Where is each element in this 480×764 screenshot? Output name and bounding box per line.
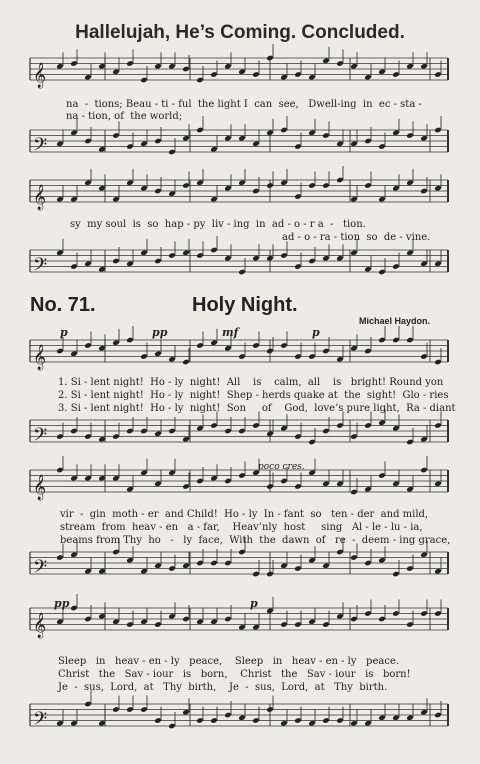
- verse-1-line-2: vir - gin moth - er and Child! Ho - ly In - fant so ten - der and mild,: [60, 509, 429, 520]
- svg-text:𝄢: 𝄢: [33, 557, 48, 582]
- dynamic-p: p: [60, 326, 68, 339]
- verse-3-line-3: Je - sus, Lord, at Thy birth, Je - sus, Lord, at Thy birth.: [58, 682, 388, 693]
- dynamic-mf: mf: [222, 326, 239, 339]
- verse-1-line-1: 1. Si - lent night! Ho - ly night! All is calm, all is bright! Round yon: [58, 377, 444, 388]
- svg-text:𝄞: 𝄞: [33, 345, 47, 370]
- svg-text:𝄢: 𝄢: [33, 425, 48, 450]
- dynamic-p-3: p: [250, 597, 258, 610]
- verse-2-line-1: 2. Si - lent night! Ho - ly night! Shep - herds quake at the sight! Glo - ries: [58, 390, 449, 401]
- verse-1-line-3: Sleep in heav - en - ly peace, Sleep in heav - en - ly peace.: [58, 656, 400, 667]
- verse-3-line-2: beams from Thy ho - ly face, With the dawn of re - deem - ing grace,: [60, 535, 451, 546]
- svg-text:𝄢: 𝄢: [33, 135, 48, 160]
- hymn-title: Holy Night.: [192, 294, 298, 316]
- verse-3-line-1: 3. Si - lent night! Ho - ly night! Son of God, love’s pure light, Ra - diant: [58, 403, 456, 414]
- svg-text:𝄞: 𝄞: [33, 613, 47, 638]
- verse-2-line-3: Christ the Sav - iour is born, Christ the Sav - iour is born!: [58, 669, 411, 680]
- dynamic-poco-cres: poco cres.: [258, 462, 305, 472]
- svg-text:𝄞: 𝄞: [33, 475, 47, 500]
- concluded-title: Hallelujah, He’s Coming. Concluded.: [75, 22, 405, 43]
- prev-lyric-line-4: ad - o - ra - tion so de - vine.: [282, 232, 431, 243]
- svg-text:𝄢: 𝄢: [33, 255, 48, 280]
- prev-lyric-line-3: sy my soul is so hap - py liv - ing in ad - o - r a - tion.: [70, 219, 366, 230]
- dynamic-pp: pp: [152, 326, 168, 339]
- dynamic-pp-2: pp: [54, 597, 70, 610]
- dynamic-p-2: p: [312, 326, 320, 339]
- prev-lyric-line-2: na - tion, of the world;: [66, 111, 183, 122]
- svg-text:𝄢: 𝄢: [33, 709, 48, 734]
- svg-text:𝄞: 𝄞: [33, 63, 47, 88]
- verse-2-line-2: stream from heav - en a - far, Heav’nly host sing Al - le - lu - ia,: [60, 522, 423, 533]
- prev-lyric-line-1: na - tions; Beau - ti - ful the light I can see, Dwell-ing in ec - sta -: [66, 99, 422, 110]
- svg-text:𝄞: 𝄞: [33, 185, 47, 210]
- composer: Michael Haydon.: [358, 316, 430, 326]
- hymn-number: No. 71.: [30, 294, 96, 316]
